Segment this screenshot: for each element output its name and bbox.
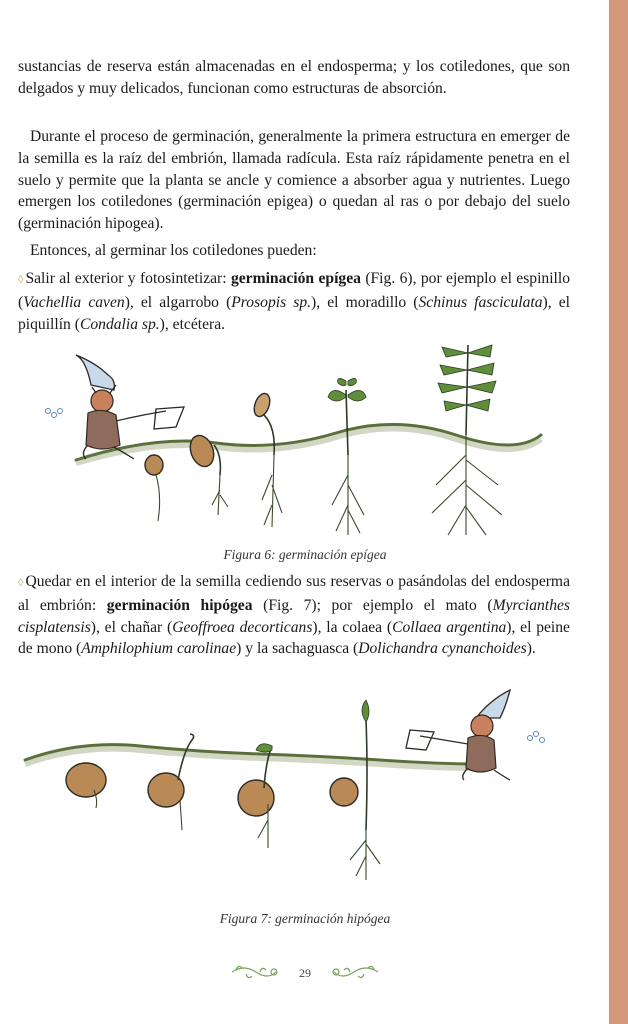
seed-stage-1 <box>145 455 163 521</box>
seed-stage-1 <box>66 763 106 808</box>
species-name: Prosopis sp. <box>231 293 312 311</box>
seedling-stage-4 <box>328 378 366 535</box>
figure-7-caption: Figura 7: germinación hipógea <box>219 911 391 926</box>
epigeal-germination-illustration <box>36 335 556 545</box>
species-name: Collaea argentina <box>392 618 507 636</box>
term-epigeal: germinación epígea <box>230 270 361 287</box>
hypogeal-germination-illustration <box>20 680 560 900</box>
seed-stage-3 <box>251 391 282 527</box>
paragraph-1: sustancias de reserva están almacenadas en el endosperma; y los cotiledones, que son delgados y muy delicados, funcionan como estructuras de absorción. <box>18 58 570 97</box>
page-number: 29 <box>299 966 311 980</box>
paragraph-2: Durante el proceso de germinación, generalmente la primera estructura en emerger de la semilla es la raíz del embrión, llamada radícula. Esta raíz rápidamente penetra en el suelo y permite que la planta se ancle y comience a absorber agua y nutrientes. Luego emergen los cotiledones (germinación epigea) o quedan al ras o por debajo del suelo (germinación hipogea). <box>18 128 570 233</box>
species-name: Amphilophium carolinae <box>81 640 237 658</box>
diamond-bullet-icon: ◊ <box>18 274 24 286</box>
bullet-epigeal: ◊ Salir al exterior y fotosintetizar: germinación epígea (Fig. 6), por ejemplo el espinillo (Vachellia caven), el algarrobo (Prosopis sp.), el moradillo (Schinus fasciculata), el piquillín (Condalia sp.), etcétera. <box>18 270 570 333</box>
species-name: Schinus fasciculata <box>418 293 543 311</box>
species-name: Myrcianthes cisplatensis <box>18 596 570 636</box>
species-name: Condalia sp. <box>79 315 160 333</box>
species-name: Dolichandra cynanchoides <box>358 640 527 658</box>
term-hypogeal: germinación hipógea <box>106 596 253 614</box>
seedling-stage-4 <box>330 700 380 880</box>
side-color-strip <box>609 0 628 1024</box>
species-name: Vachellia caven <box>23 293 125 311</box>
paragraph-3: Entonces, al germinar los cotiledones pueden: <box>30 242 317 259</box>
soil-line <box>76 424 541 463</box>
species-name: Geoffroea decorticans <box>172 618 313 636</box>
figure-6-caption: Figura 6: germinación epígea <box>223 547 387 562</box>
diamond-bullet-icon: ◊ <box>18 577 24 589</box>
bullet-hypogeal: ◊ Quedar en el interior de la semilla cediendo sus reservas o pasándolas del endosperma al embrión: germinación hipógea (Fig. 7); por ejemplo el mato (Myrcianthes cisplatensis), el chañar (Geoffroea decorticans), la colaea (Collaea argentina), el peine de mono (Amphilophium carolinae) y la sachaguasca (Dolichandra cynanchoides). <box>18 573 570 658</box>
